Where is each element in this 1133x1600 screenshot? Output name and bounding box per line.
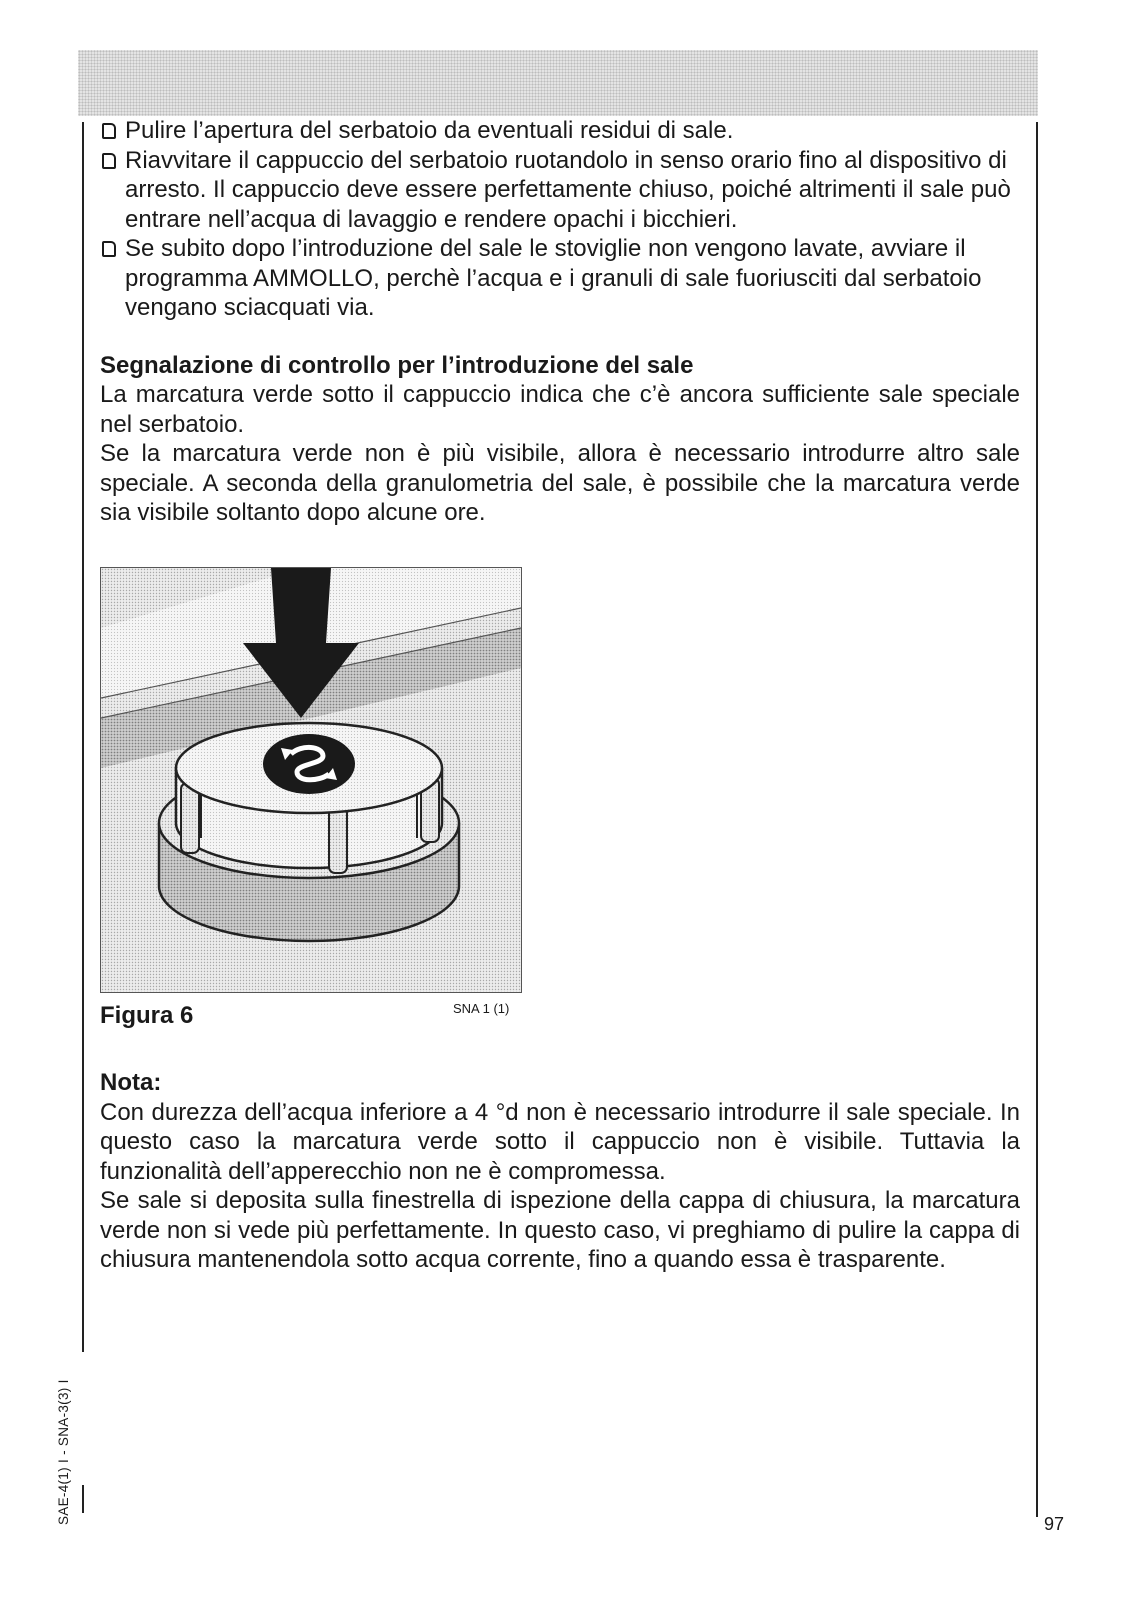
checkbox-bullet-icon xyxy=(102,153,116,169)
salt-cap-illustration xyxy=(100,567,522,993)
right-margin-rule xyxy=(1036,122,1038,1517)
list-item: Riavvitare il cappuccio del serbatoio ruotandolo in senso orario fino al dispositivo di arresto. Il cappuccio deve essere perfettamente chiuso, poiché altrimenti il sale può entrare nell’acqua di lavaggio e rendere opachi i bicchieri. xyxy=(100,146,1020,235)
note-paragraph: Con durezza dell’acqua inferiore a 4 °d non è necessario introdurre il sale speciale. In questo caso la marcatura verde sotto il cappuccio non è visibile. Tuttavia la funzionalità dell’apperecchio non ne è compromessa. xyxy=(100,1098,1020,1185)
left-margin-rule-bottom xyxy=(82,1485,84,1513)
note-paragraph: Se sale si deposita sulla finestrella di ispezione della cappa di chiusura, la marcatura verde non si vede più perfettamente. In questo caso, vi preghiamo di pulire la cappa di chiusura mantenendola sotto acqua corrente, fino a quando essa è trasparente. xyxy=(100,1187,1020,1273)
header-band xyxy=(78,50,1038,116)
list-item: Pulire l’apertura del serbatoio da eventuali residui di sale. xyxy=(100,116,1020,146)
note-section xyxy=(100,1068,1020,1275)
figure-code: SNA 1 (1) xyxy=(453,1001,510,1016)
list-item: Se subito dopo l’introduzione del sale le stoviglie non vengono lavate, avviare il programma AMMOLLO, perchè l’acqua e i granuli di sale fuoriusciti dal serbatoio vengano sciacquati via. xyxy=(100,234,1020,323)
document-code: SAE-4(1) I - SNA-3(3) I xyxy=(56,1379,71,1525)
main-content xyxy=(100,116,1020,528)
left-margin-rule xyxy=(82,122,84,1352)
instruction-list xyxy=(100,116,1020,323)
section-heading: Segnalazione di controllo per l’introduzione del sale xyxy=(100,351,694,379)
checkbox-bullet-icon xyxy=(102,123,116,139)
section-paragraph: Se la marcatura verde non è più visibile, allora è necessario introdurre altro sale speciale. A seconda della granulometria del sale, è possibile che la marcatura verde sia visibile soltanto dopo alcune ore. xyxy=(100,440,1020,526)
salt-indicator-section xyxy=(100,351,1020,528)
checkbox-bullet-icon xyxy=(102,241,116,257)
section-paragraph: La marcatura verde sotto il cappuccio indica che c’è ancora sufficiente sale speciale nel serbatoio. xyxy=(100,381,1020,438)
note-heading: Nota: xyxy=(100,1069,162,1096)
figure-caption: Figura 6 xyxy=(100,1002,194,1029)
page-number: 97 xyxy=(1044,1514,1065,1534)
